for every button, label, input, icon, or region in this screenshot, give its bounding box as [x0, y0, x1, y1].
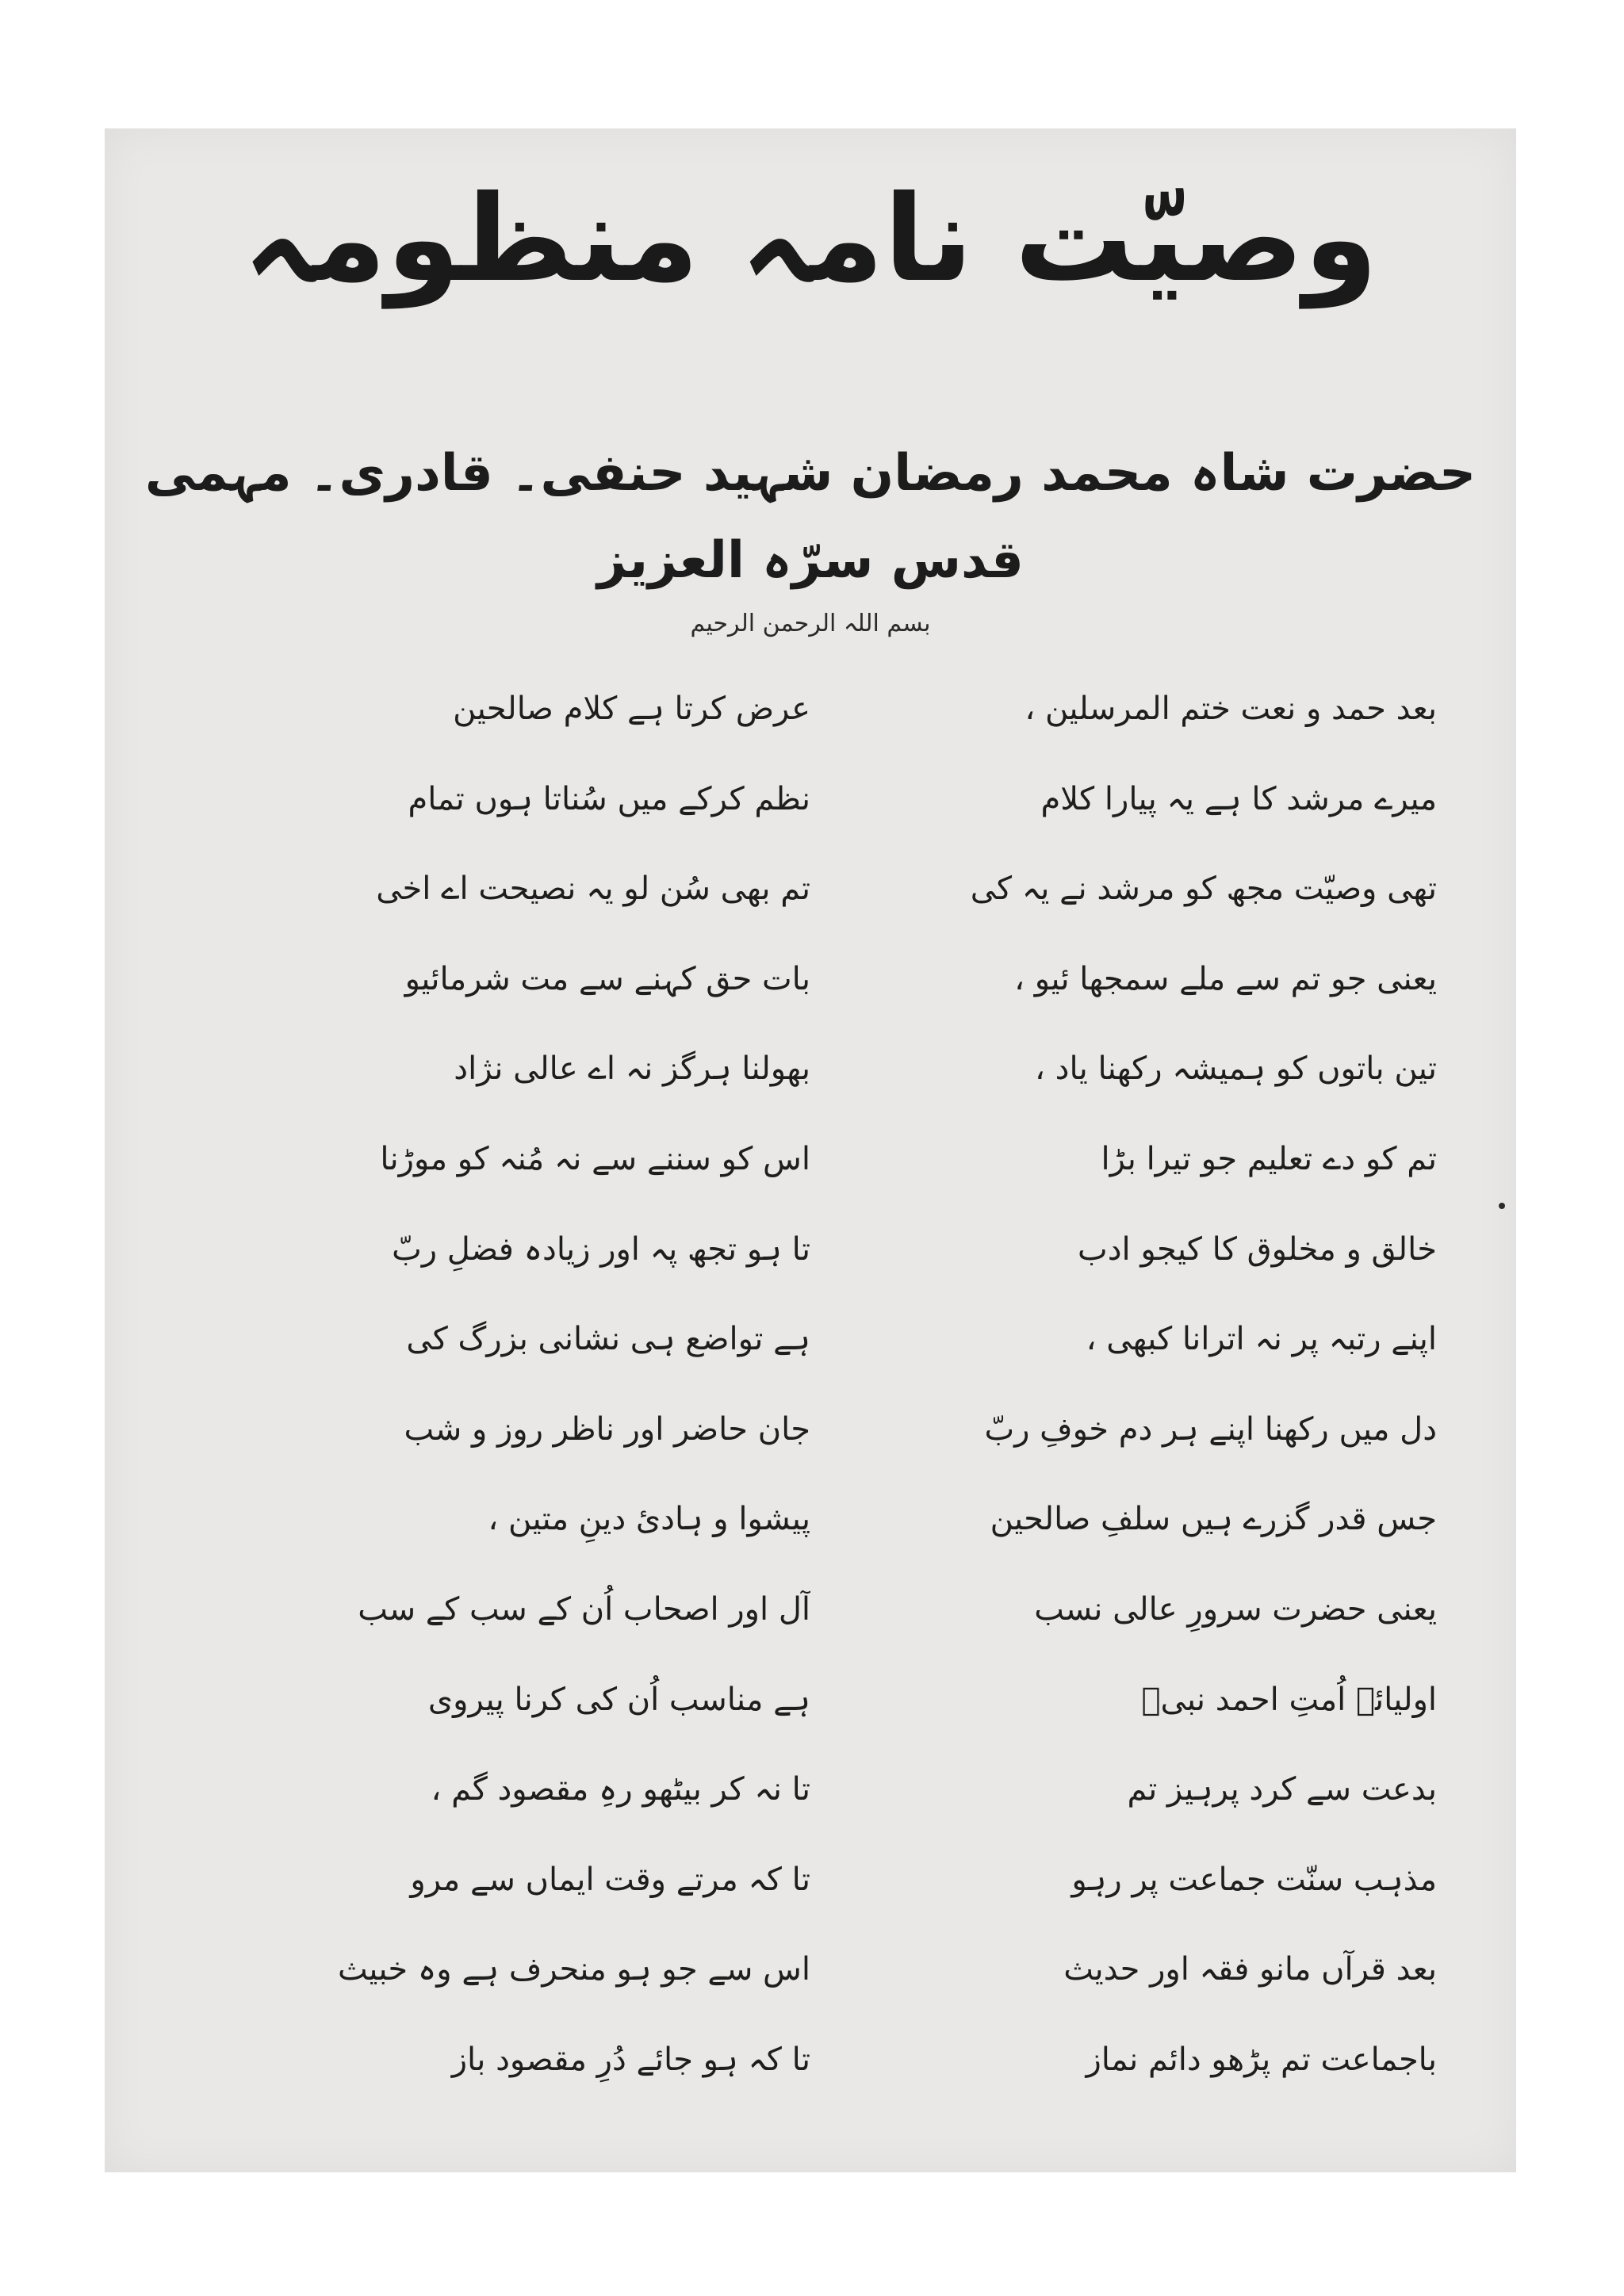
verse-line: اپنے رتبہ پر نہ اترانا کبھی ، [1086, 1321, 1437, 1358]
verse-line: تم کو دے تعلیم جو تیرا بڑا [1101, 1140, 1437, 1177]
verse-line: تھی وصیّت مجھ کو مرشد نے یہ کی [970, 871, 1437, 908]
verse-line: تا نہ کر بیٹھو رہِ مقصود گم ، [431, 1771, 810, 1808]
verse-line: نظم کرکے میں سُناتا ہوں تمام [408, 780, 810, 817]
verse-line: میرے مرشد کا ہے یہ پیارا کلام [1040, 780, 1437, 817]
author-heading: حضرت شاہ محمد رمضان شہید حنفی۔ قادری۔ مہمی قدس سرّہ العزیز [144, 444, 1477, 590]
bismillah-line: بسم اللہ الرحمن الرحیم [690, 610, 931, 637]
verse-line: اولیائے اُمتِ احمد نبیؐ [1141, 1681, 1437, 1718]
verse-line: یعنی جو تم سے ملے سمجھا ئیو ، [1014, 960, 1437, 997]
verse-line: آل اور اصحاب اُن کے سب کے سب [358, 1590, 810, 1628]
verse-line: ہے تواضع ہی نشانی بزرگ کی [406, 1321, 810, 1358]
document-page [105, 128, 1516, 2172]
poem-left-column [208, 664, 810, 2106]
verse-line: تا کہ مرتے وقت ایماں سے مرو [410, 1861, 810, 1898]
verse-line: یعنی حضرت سرورِ عالی نسب [1034, 1590, 1437, 1628]
ink-dot [1499, 1203, 1505, 1209]
verse-line: دل میں رکھنا اپنے ہر دم خوفِ ربّ [984, 1410, 1437, 1448]
verse-line: جس قدر گزرے ہیں سلفِ صالحین [990, 1501, 1437, 1538]
verse-line: تا کہ ہو جائے دُرِ مقصود باز [451, 2041, 810, 2078]
verse-line: خالق و مخلوق کا کیجو ادب [1078, 1230, 1437, 1268]
page-title: وصیّت نامہ منظومہ [243, 170, 1378, 308]
verse-line: اس سے جو ہو منحرف ہے وہ خبیث [337, 1951, 810, 1988]
verse-line: پیشوا و ہادئ دینِ متین ، [488, 1501, 810, 1538]
verse-line: اس کو سننے سے نہ مُنہ کو موڑنا [380, 1140, 810, 1177]
verse-line: بدعت سے کرد پرہیز تم [1127, 1771, 1437, 1808]
verse-line: مذہب سنّت جماعت پر رہو [1071, 1861, 1437, 1898]
verse-line: باجماعت تم پڑھو دائم نماز [1086, 2041, 1437, 2078]
verse-line: تین باتوں کو ہمیشہ رکھنا یاد ، [1035, 1050, 1437, 1088]
verse-line: بات حق کہنے سے مت شرمائیو [404, 960, 810, 997]
verse-line: عرض کرتا ہے کلام صالحین [453, 691, 810, 727]
verse-line: تم بھی سُن لو یہ نصیحت اے اخی [376, 871, 810, 908]
verse-line: ہے مناسب اُن کی کرنا پیروی [427, 1681, 810, 1718]
verse-line: جان حاضر اور ناظر روز و شب [404, 1410, 810, 1448]
poem-right-column [834, 664, 1437, 2106]
verse-line: بھولنا ہرگز نہ اے عالی نژاد [454, 1050, 810, 1088]
verse-line: بعد قرآں مانو فقہ اور حدیث [1063, 1951, 1437, 1988]
verse-line: تا ہو تجھ پہ اور زیادہ فضلِ ربّ [392, 1230, 810, 1268]
verse-line: بعد حمد و نعت ختم المرسلین ، [1025, 691, 1437, 727]
